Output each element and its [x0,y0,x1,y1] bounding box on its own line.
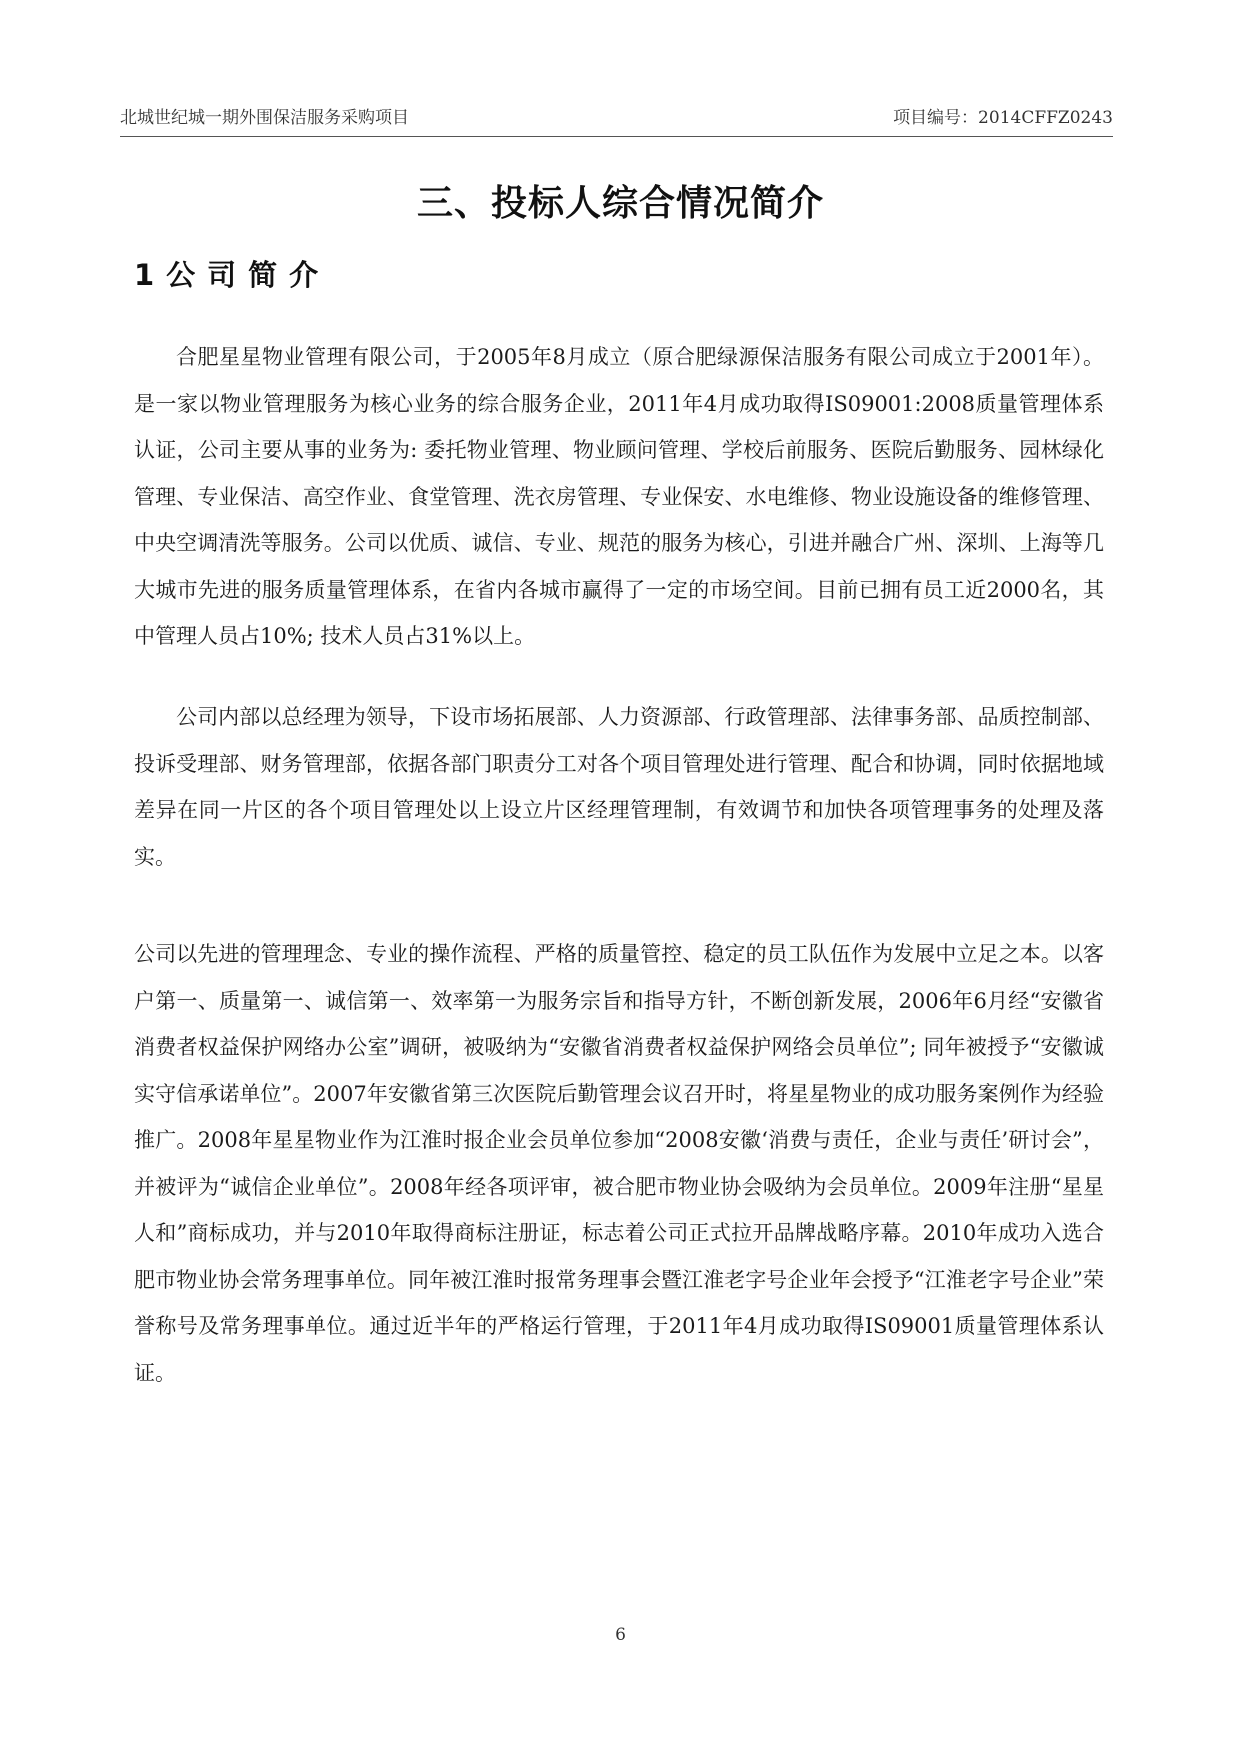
page-header [120,88,1113,137]
header-project-number: 项目编号：2014CFFZ0243 [893,108,1113,128]
paragraph-company-overview: 合肥星星物业管理有限公司，于2005年8月成立（原合肥绿源保洁服务有限公司成立于2001年）。是一家以物业管理服务为核心业务的综合服务企业，2011年4月成功取得IS09001:2008质量管理体系认证，公司主要从事的业务为: 委托物业管理、物业顾问管理、学校后前服务、医院后勤服务、园林绿化管理、专业保洁、高空作业、食堂管理、洗衣房管理、专业保安、水电维修、物业设施设备的维修管理、中央空调清洗等服务。公司以优质、诚信、专业、规范的服务为核心，引进并融合广州、深圳、上海等几大城市先进的服务质量管理体系，在省内各城市赢得了一定的市场空间。目前已拥有员工近2000名，其中管理人员占10%; 技术人员占31%以上。 [134,345,1104,648]
paragraph-history: 公司以先进的管理理念、专业的操作流程、严格的质量管控、稳定的员工队伍作为发展中立足之本。以客户第一、质量第一、诚信第一、效率第一为服务宗旨和指导方针，不断创新发展，2006年6月经“安徽省消费者权益保护网络办公室”调研，被吸纳为“安徽省消费者权益保护网络会员单位”; 同年被授予“安徽诚实守信承诺单位”。2007年安徽省第三次医院后勤管理会议召开时，将星星物业的成功服务案例作为经验推广。2008年星星物业作为江淮时报企业会员单位参加“2008安徽‘消费与责任，企业与责任’研讨会”，并被评为“诚信企业单位”。2008年经各项评审，被合肥市物业协会吸纳为会员单位。2009年注册“星星人和”商标成功，并与2010年取得商标注册证，标志着公司正式拉开品牌战略序幕。2010年成功入选合肥市物业协会常务理事单位。同年被江淮时报常务理事会暨江淮老字号企业年会授予“江淮老字号企业”荣誉称号及常务理事单位。通过近半年的严格运行管理，于2011年4月成功取得IS09001质量管理体系认证。 [134,942,1104,1385]
page-number: 6 [615,1625,626,1645]
chapter-title: 三、投标人综合情况简介 [416,183,824,224]
header-project-name: 北城世纪城一期外围保洁服务采购项目 [120,108,409,128]
section-title: 1公司简介 [134,258,331,292]
paragraph-organization: 公司内部以总经理为领导，下设市场拓展部、人力资源部、行政管理部、法律事务部、品质控制部、投诉受理部、财务管理部，依据各部门职责分工对各个项目管理处进行管理、配合和协调，同时依据地域差异在同一片区的各个项目管理处以上设立片区经理管理制，有效调节和加快各项管理事务的处理及落实。 [134,705,1104,869]
